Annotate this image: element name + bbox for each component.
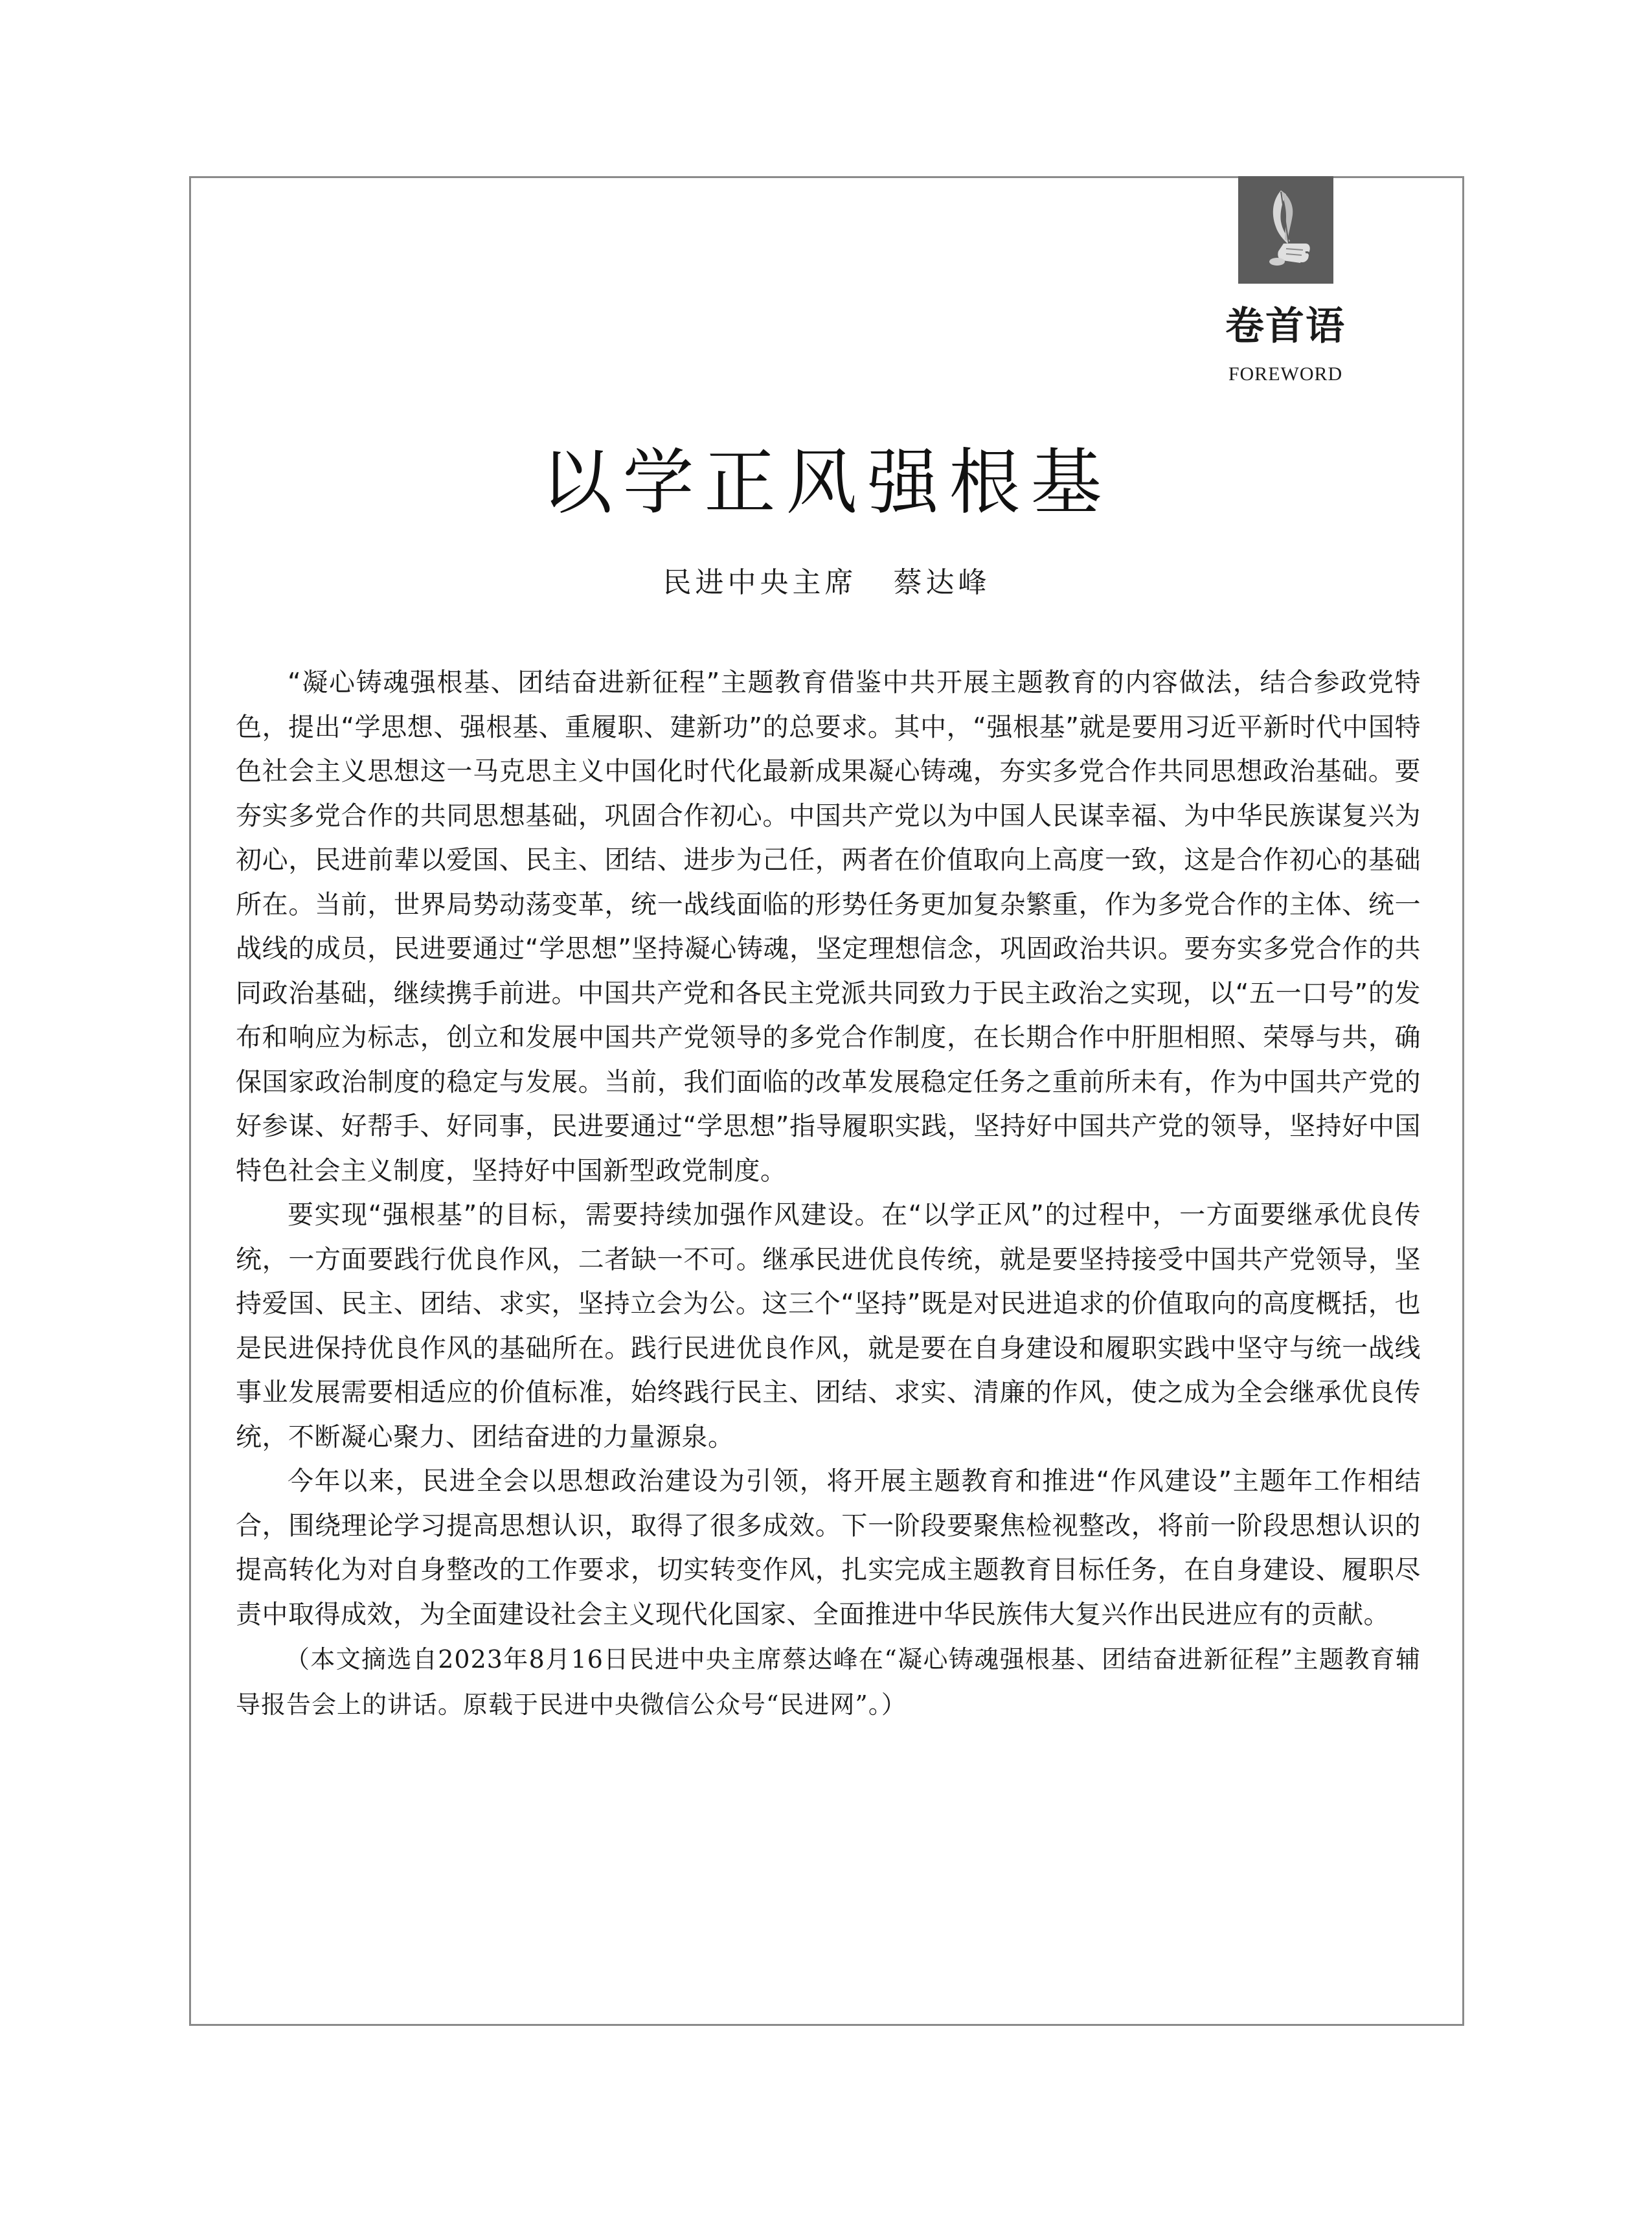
source-note: （本文摘选自2023年8月16日民进中央主席蔡达峰在“凝心铸魂强根基、团结奋进新征程”主题教育辅导报告会上的讲话。原载于民进中央微信公众号“民进网”。）	[236, 1645, 1421, 1719]
body-paragraph-1: “凝心铸魂强根基、团结奋进新征程”主题教育借鉴中共开展主题教育的内容做法，结合参政党特色，提出“学思想、强根基、重履职、建新功”的总要求。其中，“强根基”就是要用习近平新时代中国特色社会主义思想这一马克思主义中国化时代化最新成果凝心铸魂，夯实多党合作共同思想政治基础。要夯实多党合作的共同思想基础，巩固合作初心。中国共产党以为中国人民谋幸福、为中华民族谋复兴为初心，民进前辈以爱国、民主、团结、进步为己任，两者在价值取向上高度一致，这是合作初心的基础所在。当前，世界局势动荡变革，统一战线面临的形势任务更加复杂繁重，作为多党合作的主体、统一战线的成员，民进要通过“学思想”坚持凝心铸魂，坚定理想信念，巩固政治共识。要夯实多党合作的共同政治基础，继续携手前进。中国共产党和各民主党派共同致力于民主政治之实现，以“五一口号”的发布和响应为标志，创立和发展中国共产党领导的多党合作制度，在长期合作中肝胆相照、荣辱与共，确保国家政治制度的稳定与发展。当前，我们面临的改革发展稳定任务之重前所未有，作为中国共产党的好参谋、好帮手、好同事，民进要通过“学思想”指导履职实践，坚持好中国共产党的领导，坚持好中国特色社会主义制度，坚持好中国新型政党制度。	[236, 668, 1421, 1186]
column-logo	[1238, 176, 1333, 284]
quill-and-scroll-icon	[1238, 176, 1333, 284]
article-body	[236, 661, 1421, 1727]
author-title: 民进中央主席	[662, 566, 857, 599]
section-label: 卷首语	[1225, 304, 1346, 349]
body-paragraph-2: 要实现“强根基”的目标，需要持续加强作风建设。在“以学正风”的过程中，一方面要继承优良传统，一方面要践行优良作风，二者缺一不可。继承民进优良传统，就是要坚持接受中国共产党领导，坚持爱国、民主、团结、求实，坚持立会为公。这三个“坚持”既是对民进追求的价值取向的高度概括，也是民进保持优良作风的基础所在。践行民进优良作风，就是要在自身建设和履职实践中坚守与统一战线事业发展需要相适应的价值标准，始终践行民主、团结、求实、清廉的作风，使之成为全会继承优良传统，不断凝心聚力、团结奋进的力量源泉。	[236, 1200, 1421, 1452]
article-title: 以学正风强根基	[541, 441, 1113, 524]
author-line	[189, 563, 1464, 602]
body-paragraph-3: 今年以来，民进全会以思想政治建设为引领，将开展主题教育和推进“作风建设”主题年工作相结合，围绕理论学习提高思想认识，取得了很多成效。下一阶段要聚焦检视整改，将前一阶段思想认识的提高转化为对自身整改的工作要求，切实转变作风，扎实完成主题教育目标任务，在自身建设、履职尽责中取得成效，为全面建设社会主义现代化国家、全面推进中华民族伟大复兴作出民进应有的贡献。	[236, 1466, 1421, 1630]
section-label-en: FOREWORD	[1228, 363, 1343, 385]
author-name: 蔡达峰	[893, 566, 991, 599]
